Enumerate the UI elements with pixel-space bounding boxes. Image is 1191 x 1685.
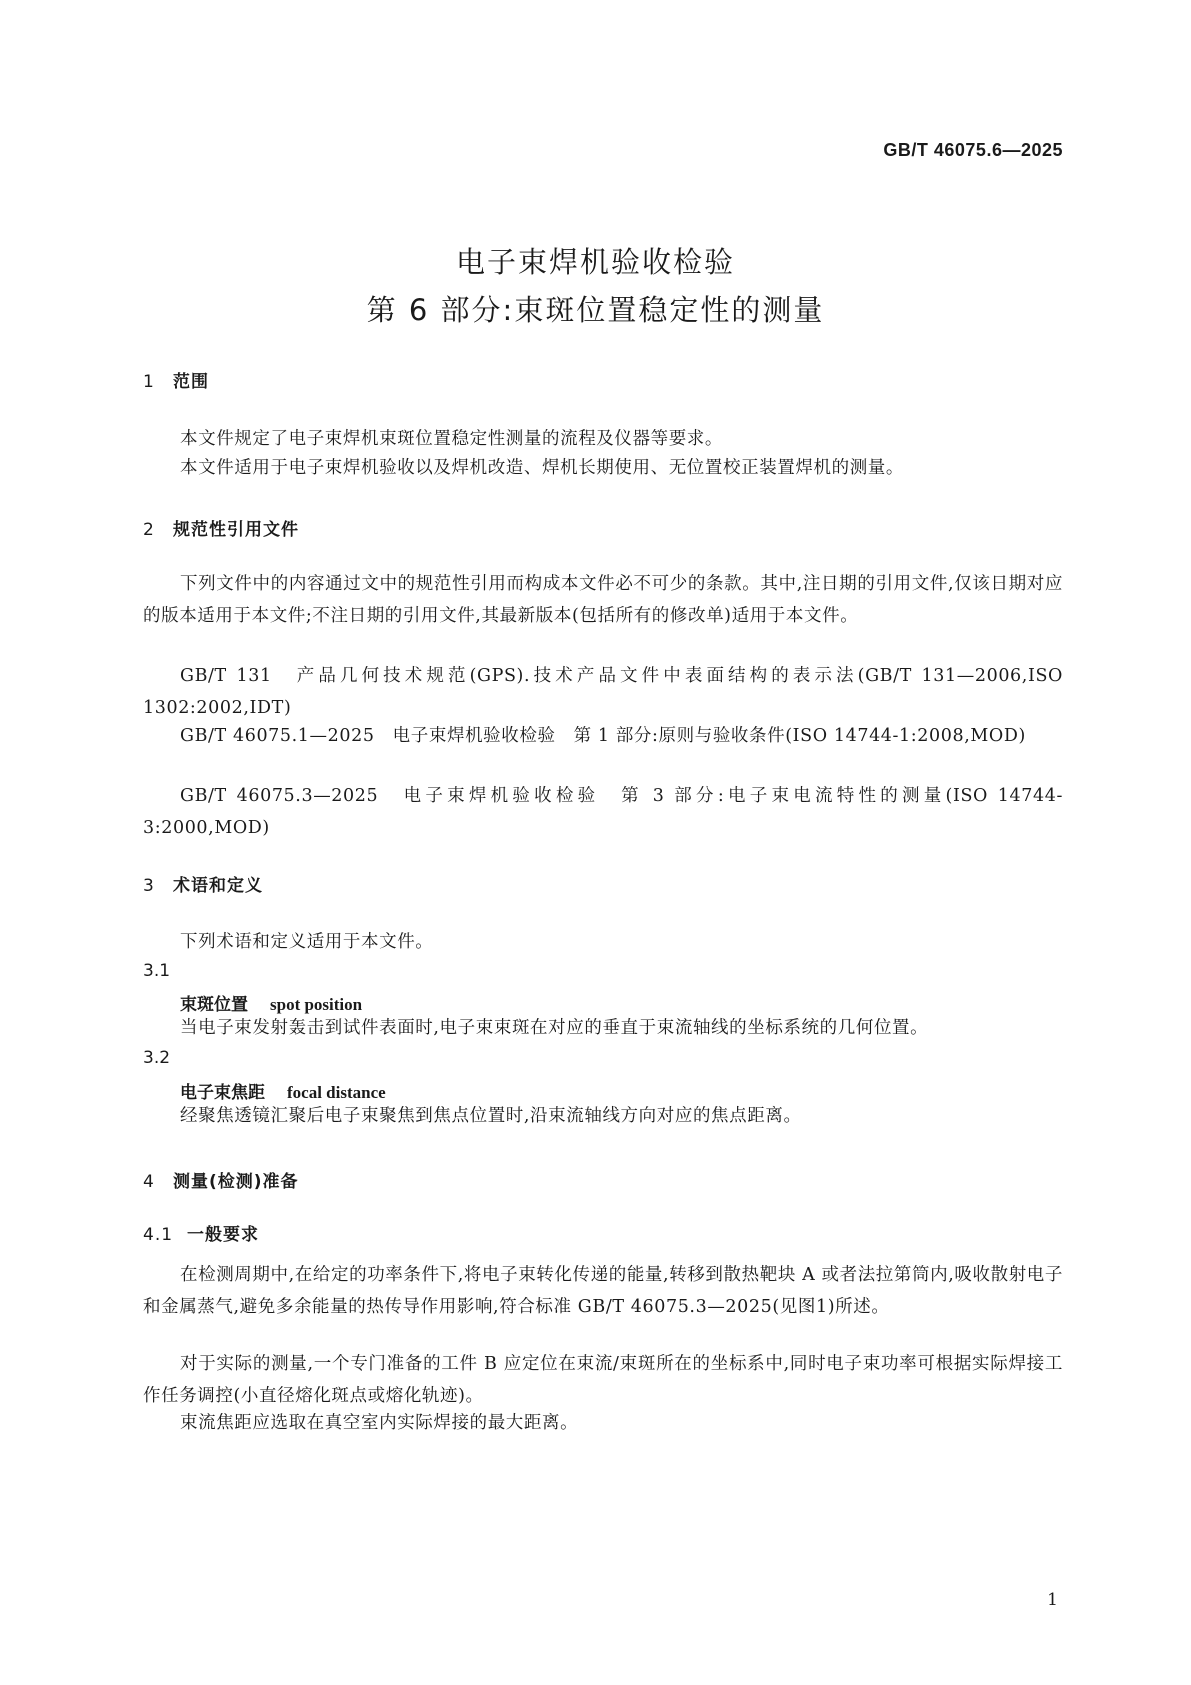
document-title-line1: 电子束焊机验收检验 [455, 245, 735, 279]
paragraph: 束流焦距应选取在真空室内实际焊接的最大距离。 [180, 1413, 579, 1433]
section-title: 术语和定义 [173, 876, 263, 896]
document-title-line2: 第 6 部分:束斑位置稳定性的测量 [366, 293, 825, 327]
section-3-heading [143, 871, 263, 896]
section-title: 测量(检测)准备 [173, 1172, 299, 1192]
term-name-en: spot position [270, 995, 363, 1014]
section-number: 3 [143, 876, 155, 896]
section-2-heading [143, 515, 299, 540]
page-number: 1 [1047, 1590, 1058, 1610]
normative-reference: GB/T 46075.1—2025 电子束焊机验收检验 第 1 部分:原则与验收条件(ISO 14744-1:2008,MOD) [180, 726, 1026, 746]
section-number: 1 [143, 372, 155, 392]
paragraph: 对于实际的测量,一个专门准备的工件 B 应定位在束流/束斑所在的坐标系中,同时电子束功率可根据实际焊接工作任务调控(小直径熔化斑点或熔化轨迹)。 [143, 1354, 1063, 1406]
subsection-number: 4.1 [143, 1225, 174, 1245]
term-name-en: focal distance [287, 1083, 386, 1102]
term-name-zh: 束斑位置 [180, 995, 248, 1015]
normative-reference: GB/T 46075.3—2025 电子束焊机验收检验 第 3 部分:电子束电流特性的测量(ISO 14744-3:2000,MOD) [143, 786, 1063, 838]
term-number: 3.1 [143, 961, 171, 981]
section-4-heading [143, 1167, 299, 1192]
term-definition: 经聚焦透镜汇聚后电子束聚焦到焦点位置时,沿束流轴线方向对应的焦点距离。 [180, 1106, 802, 1126]
section-title: 规范性引用文件 [173, 520, 299, 540]
term-name-zh: 电子束焦距 [180, 1083, 265, 1103]
paragraph: 下列文件中的内容通过文中的规范性引用而构成本文件必不可少的条款。其中,注日期的引用文件,仅该日期对应的版本适用于本文件;不注日期的引用文件,其最新版本(包括所有的修改单)适用于本文件。 [143, 574, 1063, 626]
section-1-heading [143, 367, 209, 392]
term-number: 3.2 [143, 1048, 171, 1068]
normative-reference: GB/T 131 产品几何技术规范(GPS).技术产品文件中表面结构的表示法(GB/T 131—2006,ISO 1302:2002,IDT) [143, 666, 1063, 718]
paragraph: 在检测周期中,在给定的功率条件下,将电子束转化传递的能量,转移到散热靶块 A 或者法拉第筒内,吸收散射电子和金属蒸气,避免多余能量的热传导作用影响,符合标准 GB/T 46075.3—2025(见图1)所述。 [143, 1265, 1063, 1317]
term-definition: 当电子束发射轰击到试件表面时,电子束束斑在对应的垂直于束流轴线的坐标系统的几何位置。 [180, 1018, 929, 1038]
paragraph: 本文件适用于电子束焊机验收以及焊机改造、焊机长期使用、无位置校正装置焊机的测量。 [180, 458, 904, 478]
subsection-title: 一般要求 [187, 1225, 259, 1245]
section-number: 4 [143, 1172, 155, 1192]
subsection-4-1-heading [143, 1220, 259, 1245]
section-title: 范围 [173, 372, 209, 392]
standard-code: GB/T 46075.6—2025 [883, 140, 1063, 160]
paragraph: 下列术语和定义适用于本文件。 [180, 932, 434, 952]
paragraph: 本文件规定了电子束焊机束斑位置稳定性测量的流程及仪器等要求。 [180, 429, 723, 449]
section-number: 2 [143, 520, 155, 540]
